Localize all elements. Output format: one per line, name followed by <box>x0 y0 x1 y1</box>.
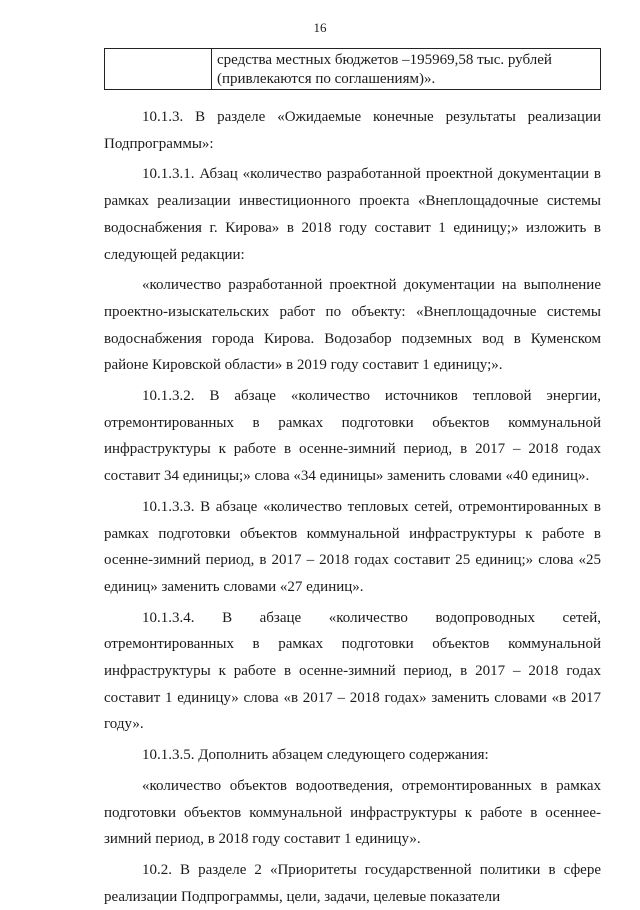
paragraph-new-wording-2: «количество объектов водоотведения, отремонтированных в рамках подготовки объектов коммунальной инфраструктуры к работе в осеннее-зимний период, в 2018 году составит 1 единицу». <box>104 777 601 848</box>
table-cell-empty <box>105 49 212 89</box>
paragraph-new-wording-1: «количество разработанной проектной документации на выполнение проектно-изыскательских работ по объекту: «Внеплощадочные системы водоснабжения города Кирова. Водозабор подземных вод в Куменском районе Кировской области» в 2019 году составит 1 единицу;». <box>104 277 601 374</box>
table-cell-funding-text: средства местных бюджетов –195969,58 тыс. рублей (привлекаются по соглашениям)». <box>217 52 552 87</box>
document-body <box>104 104 601 910</box>
page-number: 16 <box>313 20 327 35</box>
paragraph-10-1-3-2: 10.1.3.2. В абзаце «количество источников тепловой энергии, отремонтированных в рамках подготовки объектов коммунальной инфраструктуры к работе в осенне-зимний период, в 2017 – 2018 годах составит 34 единицы;» слова «34 единицы» заменить словами «40 единиц». <box>104 388 601 485</box>
paragraph-10-1-3-1: 10.1.3.1. Абзац «количество разработанной проектной документации в рамках реализации инвестиционного проекта «Внеплощадочные системы водоснабжения г. Кирова» в 2018 году составит 1 единицу;» изложить в следующей редакции: <box>104 166 601 263</box>
paragraph-10-1-3-5: 10.1.3.5. Дополнить абзацем следующего содержания: <box>142 747 489 764</box>
continuation-table <box>104 48 601 90</box>
paragraph-10-1-3: 10.1.3. В разделе «Ожидаемые конечные результаты реализации Подпрограммы»: <box>104 109 601 152</box>
paragraph-10-2: 10.2. В разделе 2 «Приоритеты государственной политики в сфере реализации Подпрограммы, цели, задачи, целевые показатели <box>104 861 601 905</box>
paragraph-10-1-3-3: 10.1.3.3. В абзаце «количество тепловых сетей, отремонтированных в рамках подготовки объектов коммунальной инфраструктуры к работе в осенне-зимний период, в 2017 – 2018 годах составит 25 единиц;» слова «25 единиц» заменить словами «27 единиц». <box>104 498 601 595</box>
paragraph-10-1-3-4: 10.1.3.4. В абзаце «количество водопроводных сетей, отремонтированных в рамках подготовки объектов коммунальной инфраструктуры к работе в осенне-зимний период, в 2017 – 2018 годах составит 1 единицу» слова «в 2017 – 2018 годах» заменить словами «в 2017 году». <box>104 609 601 733</box>
